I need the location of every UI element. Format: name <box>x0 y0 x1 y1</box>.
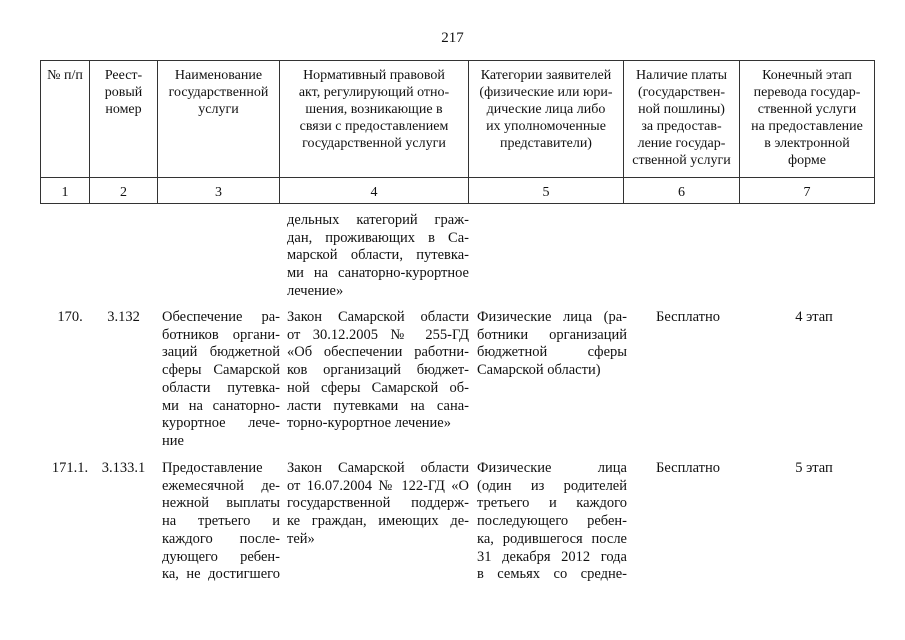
row-171-1-number: 171.1. <box>51 460 89 476</box>
column-header-label: Категории заявителей (физические или юри- дические лица либо их уполномоченные представители) <box>479 68 613 151</box>
text-line: от 30.12.2005 № 255-ГД <box>287 326 469 343</box>
text-line: дан, проживающих в Са- <box>287 229 469 246</box>
column-number: 3 <box>158 178 280 204</box>
text-line: Закон Самарской области <box>287 460 469 476</box>
row-171-1-service-name <box>162 460 280 584</box>
text-line: дельных категорий граж- <box>287 212 469 228</box>
text-line: сферы Самарской <box>162 362 280 379</box>
row-171-1-applicants <box>477 460 627 584</box>
text-line: ка, родившегося после <box>477 530 627 547</box>
column-number: 4 <box>280 178 469 204</box>
column-number: 5 <box>469 178 624 204</box>
text-line: государственной поддерж- <box>287 495 469 512</box>
row-171-1-stage: 5 этап <box>795 460 833 476</box>
column-header-legal-act <box>280 61 469 178</box>
text-line: марской области, путевка- <box>287 247 469 264</box>
column-number: 7 <box>740 178 875 204</box>
row-170-number: 170. <box>57 309 83 325</box>
column-header-label: Конечный этап перевода государ- ственной услуги на предоставление в электронной форме <box>751 68 863 168</box>
text-line: заций бюджетной <box>162 344 280 361</box>
row-171-1-registry: 3.133.1 <box>101 460 146 476</box>
text-line: ми на санаторно-курортное <box>287 265 469 282</box>
column-header-label: № п/п <box>47 68 83 83</box>
text-line: бюджетной сферы <box>477 344 627 361</box>
text-line: ежемесячной де- <box>162 477 280 494</box>
text-line: ков организаций бюджет- <box>287 362 469 379</box>
table-header <box>40 60 875 204</box>
column-header-registry <box>90 61 158 178</box>
column-header-fee <box>624 61 740 178</box>
text-line: нежной выплаты <box>162 495 280 512</box>
row-170-stage: 4 этап <box>795 309 833 325</box>
column-header-number <box>41 61 90 178</box>
text-line: Обеспечение ра- <box>162 309 280 325</box>
page-number: 217 <box>441 30 464 46</box>
text-line: Физические лица <box>477 460 627 476</box>
row-170-legal-act <box>287 309 469 433</box>
text-line: Предоставление <box>162 460 263 476</box>
text-line: дующего ребен- <box>162 548 280 565</box>
column-header-stage <box>740 61 875 178</box>
text-line: области путевка- <box>162 379 280 396</box>
text-line: ние <box>162 432 184 449</box>
text-line: в семьях со средне- <box>477 566 627 583</box>
column-header-label: Реест- ровый номер <box>104 68 143 117</box>
column-number: 2 <box>90 178 158 204</box>
row-171-1-legal-act <box>287 460 469 549</box>
row-170-fee: Бесплатно <box>656 309 720 325</box>
column-number: 1 <box>41 178 90 204</box>
column-header-applicants <box>469 61 624 178</box>
column-header-service-name <box>158 61 280 178</box>
text-line: на третьего и <box>162 513 280 530</box>
text-line: каждого после- <box>162 530 280 547</box>
text-line: третьего и каждого <box>477 495 627 512</box>
text-line: от 16.07.2004 № 122-ГД «О <box>287 477 469 494</box>
text-line: ботников органи- <box>162 326 280 343</box>
text-line: ка, не достигшего <box>162 566 280 583</box>
text-line: Физические лица (ра- <box>477 309 627 325</box>
text-line: ной сферы Самарской об- <box>287 379 469 396</box>
text-line: ми на санаторно- <box>162 397 280 414</box>
column-header-label: Наименование государственной услуги <box>168 68 269 117</box>
text-line: торно-курортное лечение» <box>287 415 451 432</box>
row-170-service-name <box>162 309 280 451</box>
row-171-1-fee: Бесплатно <box>656 460 720 476</box>
text-line: 31 декабря 2012 года <box>477 548 627 565</box>
text-line: ботники организаций <box>477 326 627 343</box>
text-line: ке граждан, имеющих де- <box>287 513 469 530</box>
column-number-row <box>41 178 875 204</box>
column-header-label: Нормативный правовой акт, регулирующий отно- шения, возникающие в связи с предоставлением государственной услуги <box>298 68 450 151</box>
text-line: последующего ребен- <box>477 513 627 530</box>
row-170-registry: 3.132 <box>107 309 140 325</box>
text-line: тей» <box>287 530 315 547</box>
continued-legal-act <box>287 212 469 301</box>
row-170-applicants <box>477 309 627 380</box>
header-row <box>41 61 875 178</box>
column-number: 6 <box>624 178 740 204</box>
text-line: лечение» <box>287 282 344 299</box>
text-line: Самарской области) <box>477 362 601 379</box>
text-line: ласти путевками на сана- <box>287 397 469 414</box>
text-line: «Об обеспечении работни- <box>287 344 469 361</box>
text-line: (один из родителей <box>477 477 627 494</box>
text-line: Закон Самарской области <box>287 309 469 325</box>
text-line: курортное лече- <box>162 415 280 432</box>
column-header-label: Наличие платы (государствен- ной пошлины) за предостав- ление государ- ственной услуги <box>632 68 731 168</box>
